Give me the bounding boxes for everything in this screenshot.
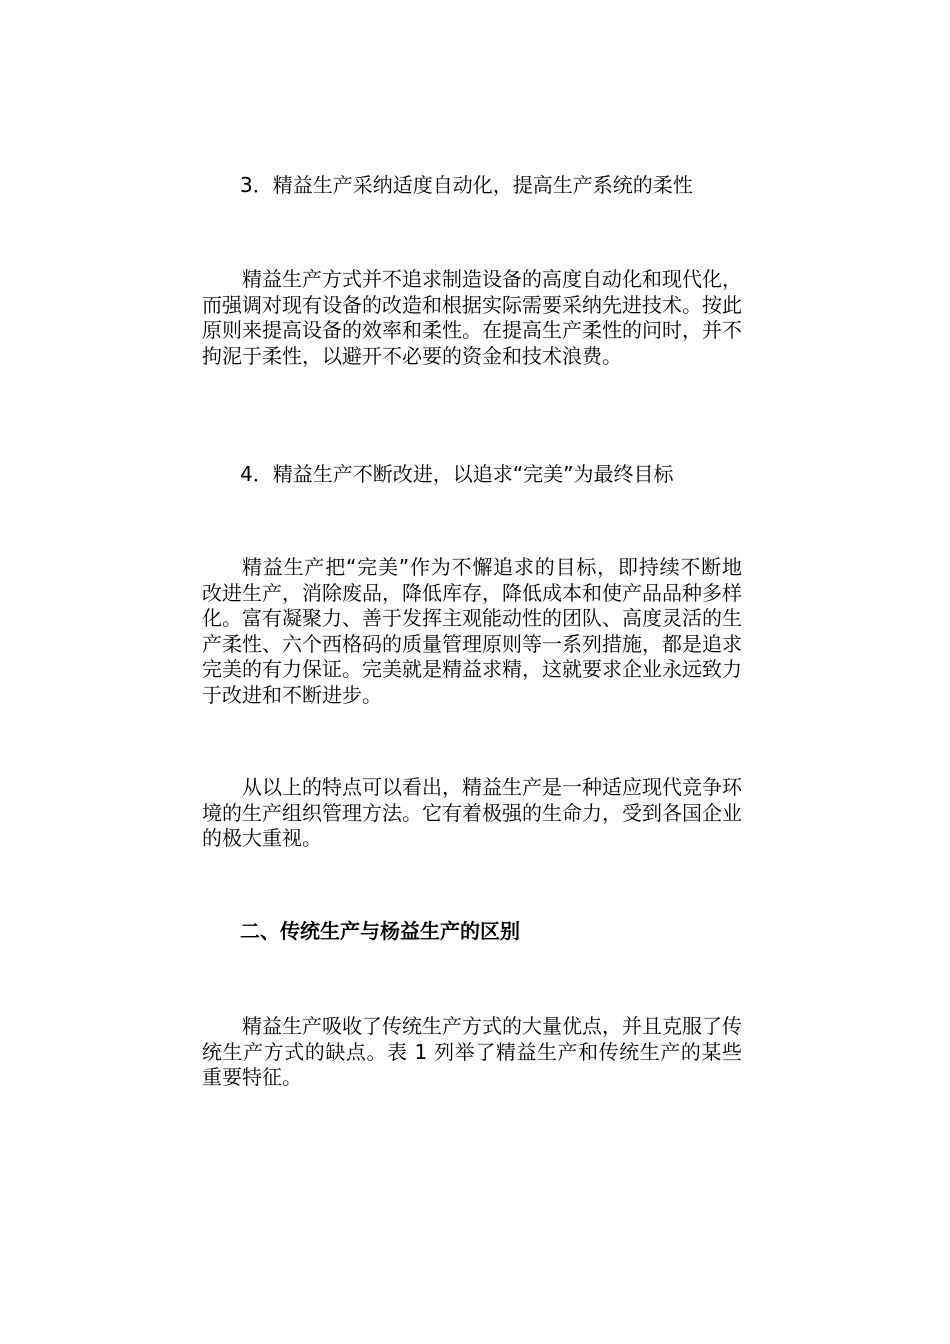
heading-item-4: 4．精益生产不断改进，以追求“完美”为最终目标: [240, 462, 674, 486]
paragraph-flexibility: 精益生产方式并不追求制造设备的高度自动化和现代化，而强调对现有设备的改造和根据实际需要采纳先进技术。按此原则来提高设备的效率和柔性。在提高生产柔性的问时，并不拘泥于柔性，以避开不必要的资金和技术浪费。: [202, 267, 742, 368]
heading-item-3: 3．精益生产采纳适度自动化，提高生产系统的柔性: [240, 173, 693, 197]
paragraph-summary: 从以上的特点可以看出，精益生产是一种适应现代竞争环境的生产组织管理方法。它有着极强的生命力，受到各国企业的极大重视。: [202, 775, 742, 850]
paragraph-perfection: 精益生产把“完美”作为不懈追求的目标，即持续不断地改进生产，消除废品，降低库存，降低成本和使产品品种多样化。富有凝聚力、善于发挥主观能动性的团队、高度灵活的生产柔性、六个西格码的质量管理原则等一系列措施，都是追求完美的有力保证。完美就是精益求精，这就要求企业永远致力于改进和不断进步。: [202, 555, 742, 707]
section-title-differences: 二、传统生产与杨益生产的区别: [240, 919, 520, 943]
paragraph-section-intro: 精益生产吸收了传统生产方式的大量优点，并且克服了传统生产方式的缺点。表 1 列举了精益生产和传统生产的某些重要特征。: [202, 1014, 742, 1089]
